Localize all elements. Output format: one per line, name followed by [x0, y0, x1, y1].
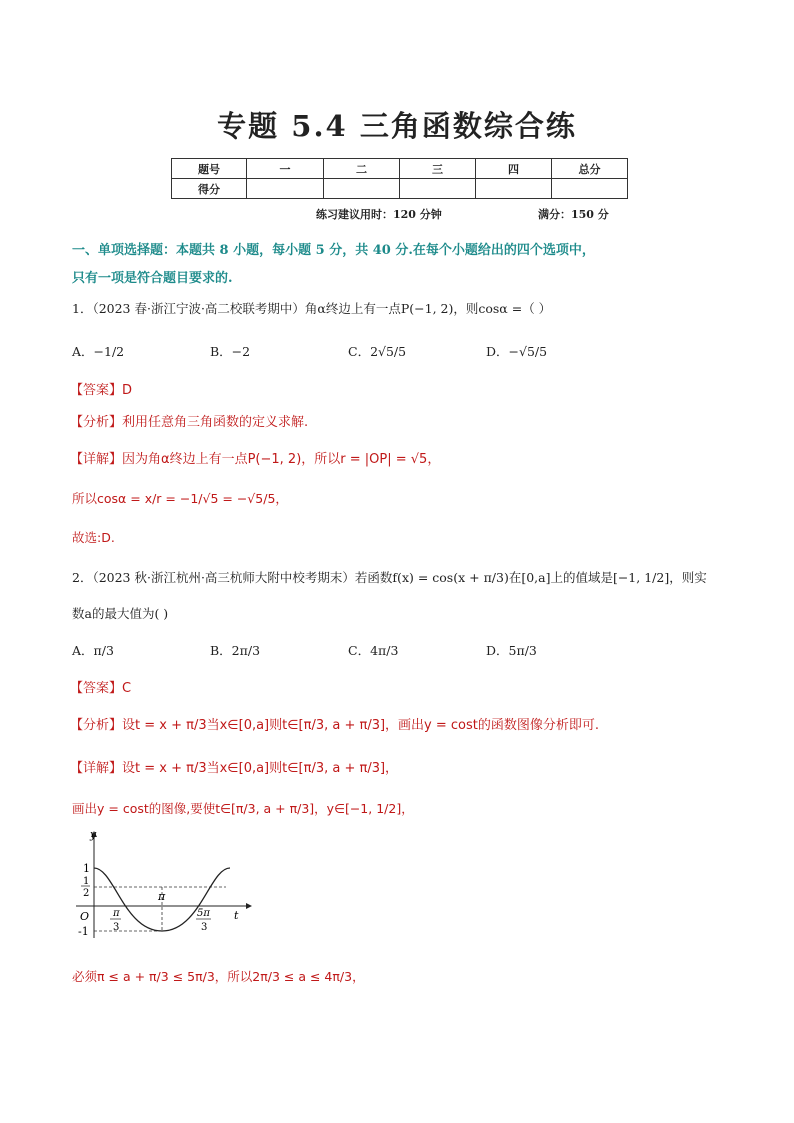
detail-text: 设t = x + π/3当x∈[0,a]则t∈[π/3, a + π/3]，: [122, 761, 399, 776]
time-hint: 练习建议用时：120 分钟: [316, 208, 442, 221]
answer-tag: 【答案】: [70, 681, 123, 696]
tick-pi3-den: 3: [113, 922, 120, 933]
section-heading-line1: 一、单项选择题：本题共 8 小题，每小题 5 分，共 40 分.在每个小题给出的四个选项中，: [72, 243, 595, 258]
table-cell: 二: [324, 159, 400, 179]
table-cell: 三: [400, 159, 476, 179]
q2-option-b: B．2π/3: [210, 643, 261, 658]
table-cell-empty: [400, 179, 476, 199]
score-table-score-row: [172, 179, 628, 199]
q2-analysis: [70, 714, 599, 733]
q2-detail-line3: 必须π ≤ a + π/3 ≤ 5π/3，所以2π/3 ≤ a ≤ 4π/3，: [72, 969, 365, 984]
tick-pi: π: [158, 890, 166, 903]
tick-half-den: 2: [83, 888, 90, 899]
cosine-graph: [66, 826, 256, 944]
q1-conclusion: 故选:D.: [72, 530, 115, 545]
tick-neg-one: -1: [78, 925, 89, 938]
score-hint: 满分：150 分: [538, 208, 609, 221]
table-cell: 四: [476, 159, 552, 179]
table-cell-empty: [476, 179, 552, 199]
q2-stem-line2: 数a的最大值为( ): [72, 606, 169, 621]
section-heading-line2: 只有一项是符合题目要求的.: [72, 271, 233, 286]
q1-option-b: B．−2: [210, 344, 251, 359]
tick-pi3-num: π: [113, 908, 120, 919]
q1-detail-line2: 所以cosα = x/r = −1/√5 = −√5/5，: [72, 491, 288, 506]
q2-stem-line1: 2．（2023 秋·浙江杭州·高三杭师大附中校考期末）若函数f(x) = cos(x + π/3)在[0,a]上的值域是[−1, 1/2]，则实: [72, 570, 707, 585]
answer-value: C: [122, 681, 132, 696]
table-cell-empty: [324, 179, 400, 199]
q1-stem: 1．（2023 春·浙江宁波·高二校联考期中）角α终边上有一点P(−1, 2)，则cosα =（ ）: [72, 301, 552, 316]
table-cell: 得分: [172, 179, 247, 199]
table-cell: 一: [247, 159, 324, 179]
page-title: 专题 5.4 三角函数综合练: [217, 109, 577, 143]
y-label: y: [90, 828, 97, 841]
table-cell-empty: [247, 179, 324, 199]
q1-option-a: A．−1/2: [72, 344, 125, 359]
analysis-text: 利用任意角三角函数的定义求解.: [122, 415, 309, 430]
q2-detail-line2: 画出y = cost的图像,要使t∈[π/3, a + π/3]，y∈[−1, 1/2]，: [72, 801, 414, 816]
q2-option-c: C．4π/3: [348, 643, 399, 658]
analysis-tag: 【分析】: [70, 718, 123, 733]
score-table-header-row: [172, 159, 628, 179]
analysis-tag: 【分析】: [70, 415, 123, 430]
origin-label: O: [80, 910, 90, 923]
tick-5pi3-num: 5π: [197, 908, 210, 919]
score-table: [171, 158, 628, 199]
q1-option-d: D．−√5/5: [486, 344, 548, 359]
table-cell: 总分: [552, 159, 628, 179]
detail-tag: 【详解】: [70, 452, 123, 467]
analysis-text: 设t = x + π/3当x∈[0,a]则t∈[π/3, a + π/3]，画出y = cost的函数图像分析即可.: [122, 718, 599, 733]
detail-tag: 【详解】: [70, 761, 123, 776]
q2-option-a: A．π/3: [72, 643, 114, 658]
tick-5pi3-den: 3: [201, 922, 208, 933]
q1-detail: [70, 448, 440, 467]
answer-tag: 【答案】: [70, 383, 123, 398]
q1-answer: [70, 379, 132, 398]
table-cell: 题号: [172, 159, 247, 179]
answer-value: D: [122, 383, 133, 398]
t-label: t: [234, 909, 239, 922]
q2-option-d: D．5π/3: [486, 643, 537, 658]
q2-detail: [70, 757, 398, 776]
table-cell-empty: [552, 179, 628, 199]
q1-option-c: C．2√5/5: [348, 344, 407, 359]
tick-half-num: 1: [83, 876, 90, 887]
detail-text: 因为角α终边上有一点P(−1, 2)，所以r = |OP| = √5，: [122, 452, 441, 467]
tick-one: 1: [83, 862, 90, 875]
q1-analysis: [70, 411, 308, 430]
q2-answer: [70, 677, 131, 696]
